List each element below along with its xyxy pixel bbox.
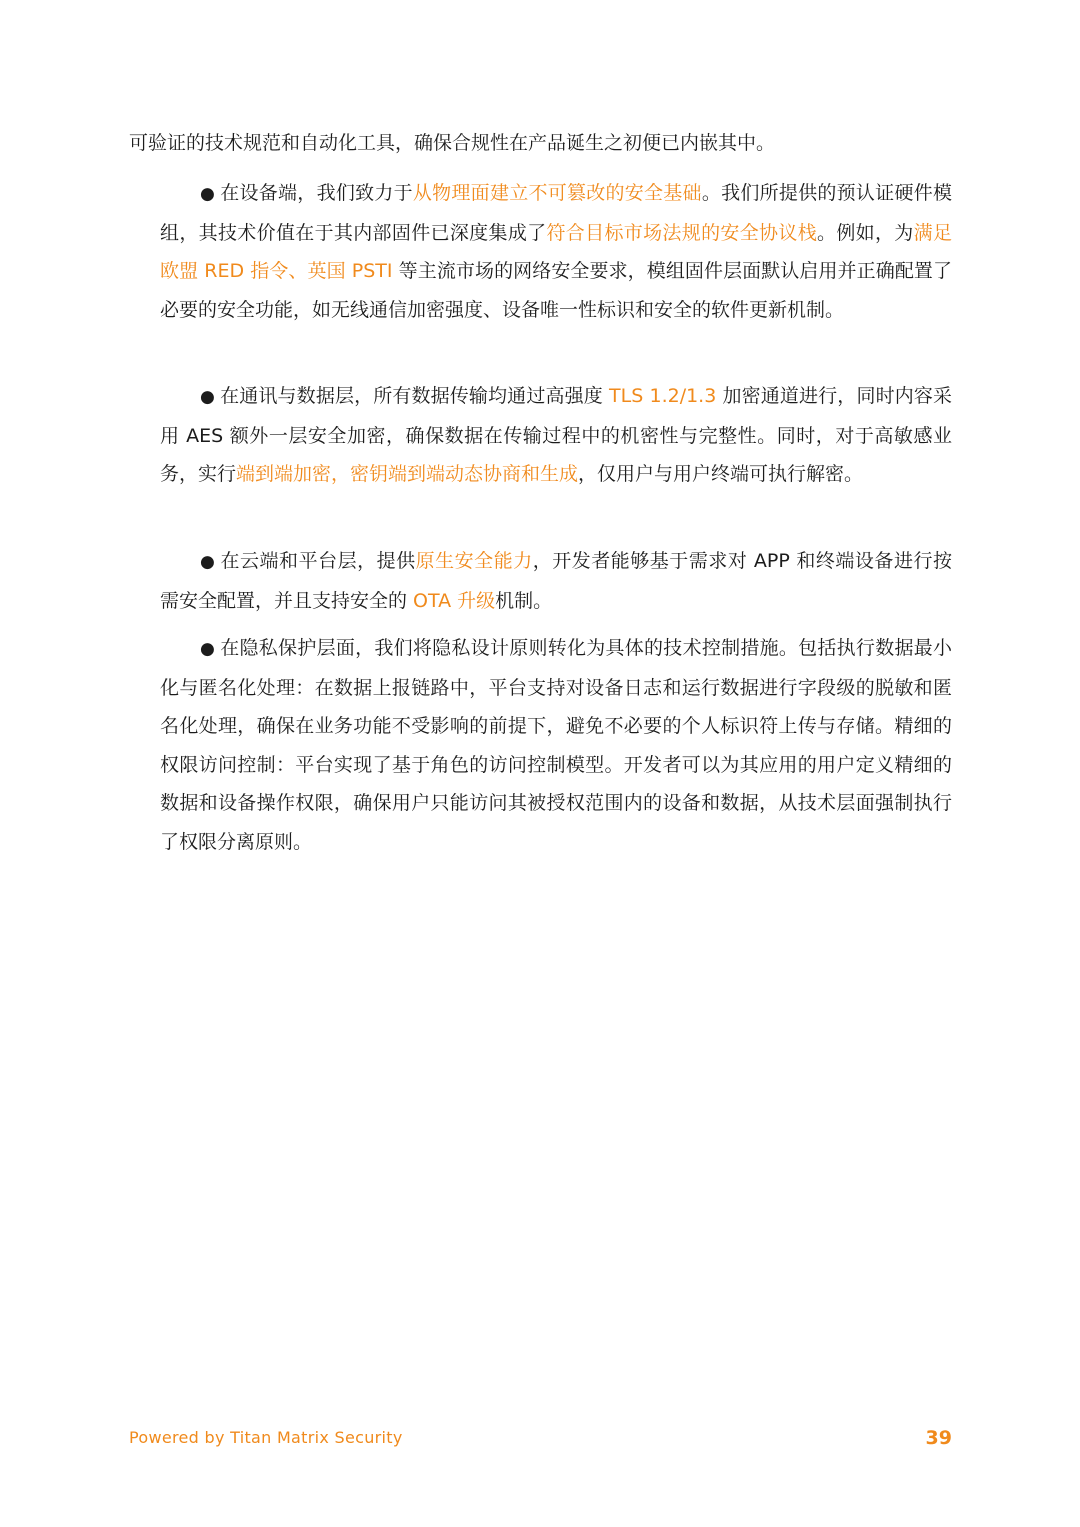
paragraph-communication-layer xyxy=(160,377,952,494)
paragraph-privacy-layer xyxy=(160,629,952,862)
highlighted-text: 原生安全能力 xyxy=(415,550,533,572)
bullet-icon: ● xyxy=(200,184,215,204)
body-text: 。我们所提供的预认证硬件模组，其技术价值在于其内部固件已深度集成了 xyxy=(160,182,952,244)
highlighted-text: 满足欧盟 RED 指令、英国 PSTI xyxy=(160,221,952,283)
body-text: 在设备端，我们致力于 xyxy=(220,182,413,204)
body-text: 加密通道进行，同时内容采用 AES 额外一层安全加密，确保数据在传输过程中的机密性与完整性。同时，对于高敏感业务，实行 xyxy=(160,385,952,486)
bullet-icon: ● xyxy=(200,552,215,572)
body-text: ，开发者能够基于需求对 APP 和终端设备进行按需安全配置，并且支持安全的 xyxy=(160,550,952,612)
lead-paragraph: 可验证的技术规范和自动化工具，确保合规性在产品诞生之初便已内嵌其中。 xyxy=(129,132,776,154)
body-text: 等主流市场的网络安全要求，模组固件层面默认启用并正确配置了必要的安全功能，如无线通信加密强度、设备唯一性标识和安全的软件更新机制。 xyxy=(160,260,953,321)
bullet-icon: ● xyxy=(200,639,215,659)
highlighted-text: OTA 升级 xyxy=(413,589,496,612)
bullet-icon: ● xyxy=(200,387,215,407)
body-text: 机制。 xyxy=(495,589,553,612)
paragraph-device-layer xyxy=(160,174,952,329)
highlighted-text: 从物理面建立不可篡改的安全基础 xyxy=(412,182,702,204)
highlighted-text: 端到端加密，密钥端到端动态协商和生成 xyxy=(236,463,579,486)
paragraph-cloud-layer xyxy=(160,542,952,620)
body-text: 在通讯与数据层，所有数据传输均通过高强度 xyxy=(220,385,610,407)
body-text: 在隐私保护层面，我们将隐私设计原则转化为具体的技术控制措施。包括执行数据最小化与匿名化处理：在数据上报链路中，平台支持对设备日志和运行数据进行字段级的脱敏和匿名化处理，确保在业务功能不受影响的前提下，避免不必要的个人标识符上传与存储。精细的权限访问控制：平台实现了基于角色的访问控制模型。开发者可以为其应用的用户定义精细的数据和设备操作权限，确保用户只能访问其被授权范围内的设备和数据，从技术层面强制执行了权限分离原则。 xyxy=(160,637,952,853)
body-text: 。例如，为 xyxy=(817,221,914,244)
body-text: 在云端和平台层，提供 xyxy=(220,550,416,572)
footer-powered-by: Powered by Titan Matrix Security xyxy=(129,1428,403,1447)
body-text: ，仅用户与用户终端可执行解密。 xyxy=(578,463,864,486)
page-number: 39 xyxy=(925,1427,952,1449)
highlighted-text: TLS 1.2/1.3 xyxy=(609,385,717,407)
highlighted-text: 符合目标市场法规的安全协议栈 xyxy=(546,221,818,244)
